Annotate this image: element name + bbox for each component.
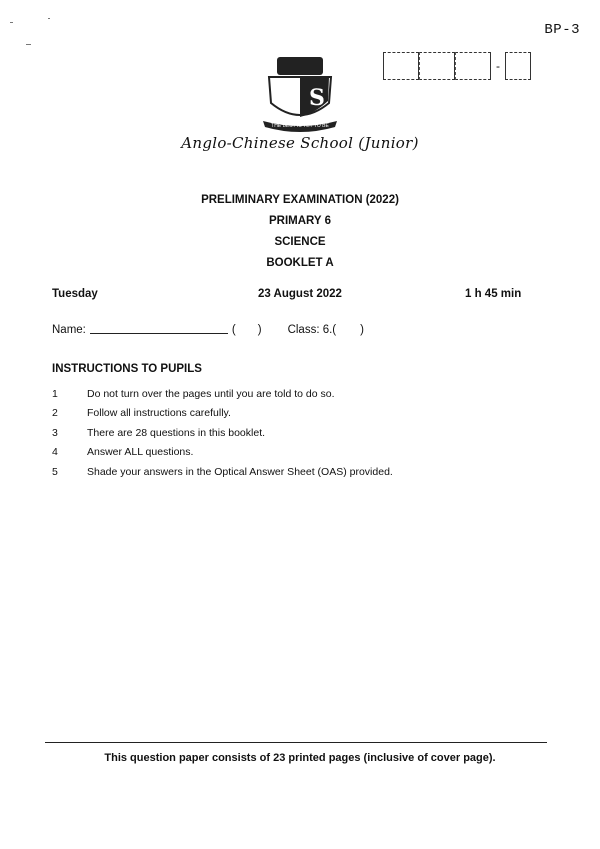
class-paren-close: ) (360, 324, 364, 336)
name-class-row (52, 324, 364, 336)
page-count-note: This question paper consists of 23 printed pages (inclusive of cover page). (104, 752, 496, 764)
exam-title: PRELIMINARY EXAMINATION (2022) (201, 194, 399, 206)
number-box (455, 52, 491, 80)
class-label: Class: 6.( (287, 324, 337, 336)
instruction-text: Shade your answers in the Optical Answer Sheet (OAS) provided. (87, 465, 393, 478)
number-box (383, 52, 419, 80)
instruction-item (52, 404, 393, 424)
instruction-number: 4 (52, 446, 58, 459)
crest-letter: S (309, 85, 325, 111)
box-separator: - (496, 59, 500, 73)
instruction-item (52, 462, 393, 482)
instruction-text: Do not turn over the pages until you are told to do so. (87, 387, 335, 400)
candidate-number-boxes (383, 52, 531, 80)
exam-day: Tuesday (52, 288, 98, 300)
instruction-number: 5 (52, 465, 58, 478)
school-crest-icon (255, 55, 345, 135)
exam-subject: SCIENCE (274, 236, 326, 248)
exam-booklet: BOOKLET A (266, 257, 334, 269)
instruction-text: Follow all instructions carefully. (87, 407, 231, 420)
name-label: Name: (52, 324, 86, 336)
number-box (419, 52, 455, 80)
exam-date: 23 August 2022 (258, 288, 342, 300)
instruction-number: 2 (52, 407, 58, 420)
register-paren-open: ( (231, 324, 236, 336)
instruction-item (52, 423, 393, 443)
crest-motto: THE BEST IS YET TO BE (271, 123, 329, 129)
scan-speck (26, 44, 31, 45)
school-name: Anglo-Chinese School (Junior) (181, 134, 419, 152)
instruction-item (52, 443, 393, 463)
footer-divider (45, 742, 547, 743)
instructions-title: INSTRUCTIONS TO PUPILS (52, 363, 202, 375)
exam-level: PRIMARY 6 (269, 215, 331, 227)
scan-speck (48, 18, 50, 19)
scan-speck (10, 22, 13, 23)
name-field[interactable] (90, 333, 228, 334)
instructions-list (52, 384, 393, 482)
register-paren-close: ) (257, 324, 262, 336)
paper-code: BP-3 (544, 22, 580, 38)
instruction-number: 3 (52, 426, 58, 439)
number-box (505, 52, 531, 80)
instruction-text: There are 28 questions in this booklet. (87, 426, 266, 439)
instruction-text: Answer ALL questions. (87, 446, 194, 459)
instruction-number: 1 (52, 387, 58, 400)
instruction-item (52, 384, 393, 404)
exam-duration: 1 h 45 min (465, 288, 522, 300)
